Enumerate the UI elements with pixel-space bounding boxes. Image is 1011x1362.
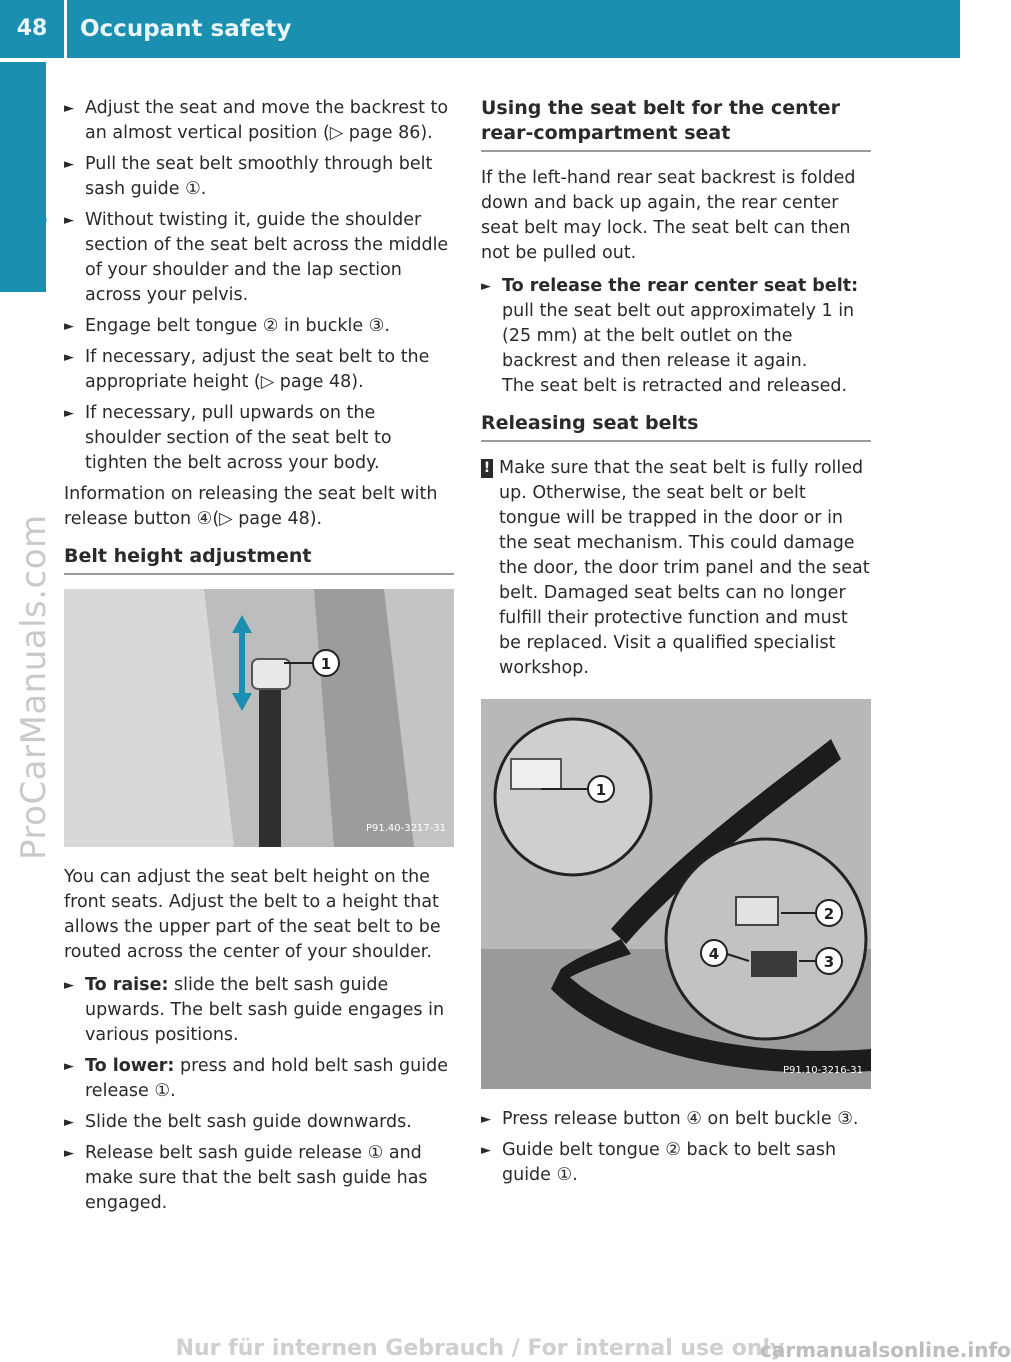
section-label: Safety	[23, 209, 48, 290]
instruction-step: ► If necessary, pull upwards on the shoulder section of the seat belt to tighten the belt across your body.	[64, 403, 392, 473]
section-heading-belt-height: Belt height adjustment	[64, 544, 454, 575]
info-paragraph: Information on releasing the seat belt with release button ④(▷ page 48).	[64, 484, 438, 529]
step-arrow-icon: ►	[481, 1143, 491, 1158]
page-number: 48	[16, 16, 48, 41]
instruction-step: ► Slide the belt sash guide downwards.	[64, 1110, 454, 1135]
instruction-step: ► To raise: slide the belt sash guide upwards. The belt sash guide engages in various positions.	[64, 975, 445, 1045]
step-arrow-icon: ►	[64, 1115, 74, 1130]
header-divider	[64, 0, 67, 58]
image-code: P91.40-3217-31	[365, 823, 446, 834]
watermark: ProCarManuals.com	[14, 514, 54, 860]
instruction-step: ► Adjust the seat and move the backrest to an almost vertical position (▷ page 86).	[64, 98, 449, 143]
instruction-step: ► Press release button ④ on belt buckle ③.	[481, 1107, 871, 1132]
step-arrow-icon: ►	[64, 350, 74, 365]
step-arrow-icon: ►	[481, 1112, 491, 1127]
step-arrow-icon: ►	[64, 1059, 74, 1074]
footer-notice: Nur für internen Gebrauch / For internal use only	[175, 1336, 785, 1361]
callout-1: 1	[595, 781, 607, 799]
instruction-step: ► If necessary, adjust the seat belt to the appropriate height (▷ page 48).	[64, 347, 430, 392]
callout-3: 3	[823, 953, 835, 971]
step-arrow-icon: ►	[64, 1146, 74, 1161]
callout-2: 2	[823, 905, 835, 923]
instruction-step: ► To release the rear center seat belt: pull the seat belt out approximately 1 in (25 mm) at the belt outlet on the backrest and then release it again. The seat belt is retracted and released.	[481, 276, 859, 396]
rear-center-belt-illustration	[481, 699, 871, 1089]
section-heading-center-seat: Using the seat belt for the center rear-compartment seat	[481, 96, 871, 152]
instruction-step: ► Without twisting it, guide the shoulder section of the seat belt across the middle of your shoulder and the lap section across your pelvis.	[64, 210, 449, 305]
belt-height-photo	[64, 589, 454, 847]
instruction-step: ► Guide belt tongue ② back to belt sash guide ①.	[481, 1140, 837, 1185]
step-arrow-icon: ►	[64, 406, 74, 421]
instruction-step: ► Engage belt tongue ② in buckle ③.	[64, 314, 454, 339]
step-arrow-icon: ►	[64, 157, 74, 172]
exclamation-icon: !	[481, 459, 493, 478]
instruction-step: ► Pull the seat belt smoothly through belt sash guide ①.	[64, 154, 433, 199]
belt-height-paragraph: You can adjust the seat belt height on the front seats. Adjust the belt to a height that allows the upper part of the seat belt to be routed across the center of your shoulder.	[64, 867, 441, 962]
section-heading-releasing: Releasing seat belts	[481, 411, 871, 442]
step-arrow-icon: ►	[64, 101, 74, 116]
step-arrow-icon: ►	[64, 319, 74, 334]
belt-sash-guide-illustration	[64, 589, 454, 847]
right-column	[481, 96, 871, 1194]
instruction-step: ► Release belt sash guide release ① and make sure that the belt sash guide has engaged.	[64, 1143, 428, 1213]
page-title: Occupant safety	[80, 16, 292, 42]
belt-buckle-photo	[481, 699, 871, 1089]
step-arrow-icon: ►	[481, 279, 491, 294]
step-arrow-icon: ►	[64, 978, 74, 993]
left-column	[64, 96, 454, 1222]
callout-1: 1	[320, 655, 332, 673]
footer-site: carmanualsonline.info	[760, 1338, 1011, 1362]
warning-note: ! Make sure that the seat belt is fully rolled up. Otherwise, the seat belt or belt tongue will be trapped in the door or in the seat mechanism. This could damage the door, the door trim panel and the seat belt. Damaged seat belts can no longer fulfill their protective function and must be replaced. Visit a qualified specialist workshop.	[481, 456, 871, 681]
center-seat-paragraph: If the left-hand rear seat backrest is folded down and back up again, the rear center seat belt may lock. The seat belt can then not be pulled out.	[481, 168, 856, 263]
header-bar	[0, 0, 960, 58]
instruction-step: ► To lower: press and hold belt sash guide release ①.	[64, 1056, 448, 1101]
image-code: P91.10-3216-31	[782, 1065, 863, 1076]
step-arrow-icon: ►	[64, 213, 74, 228]
callout-4: 4	[708, 945, 720, 963]
